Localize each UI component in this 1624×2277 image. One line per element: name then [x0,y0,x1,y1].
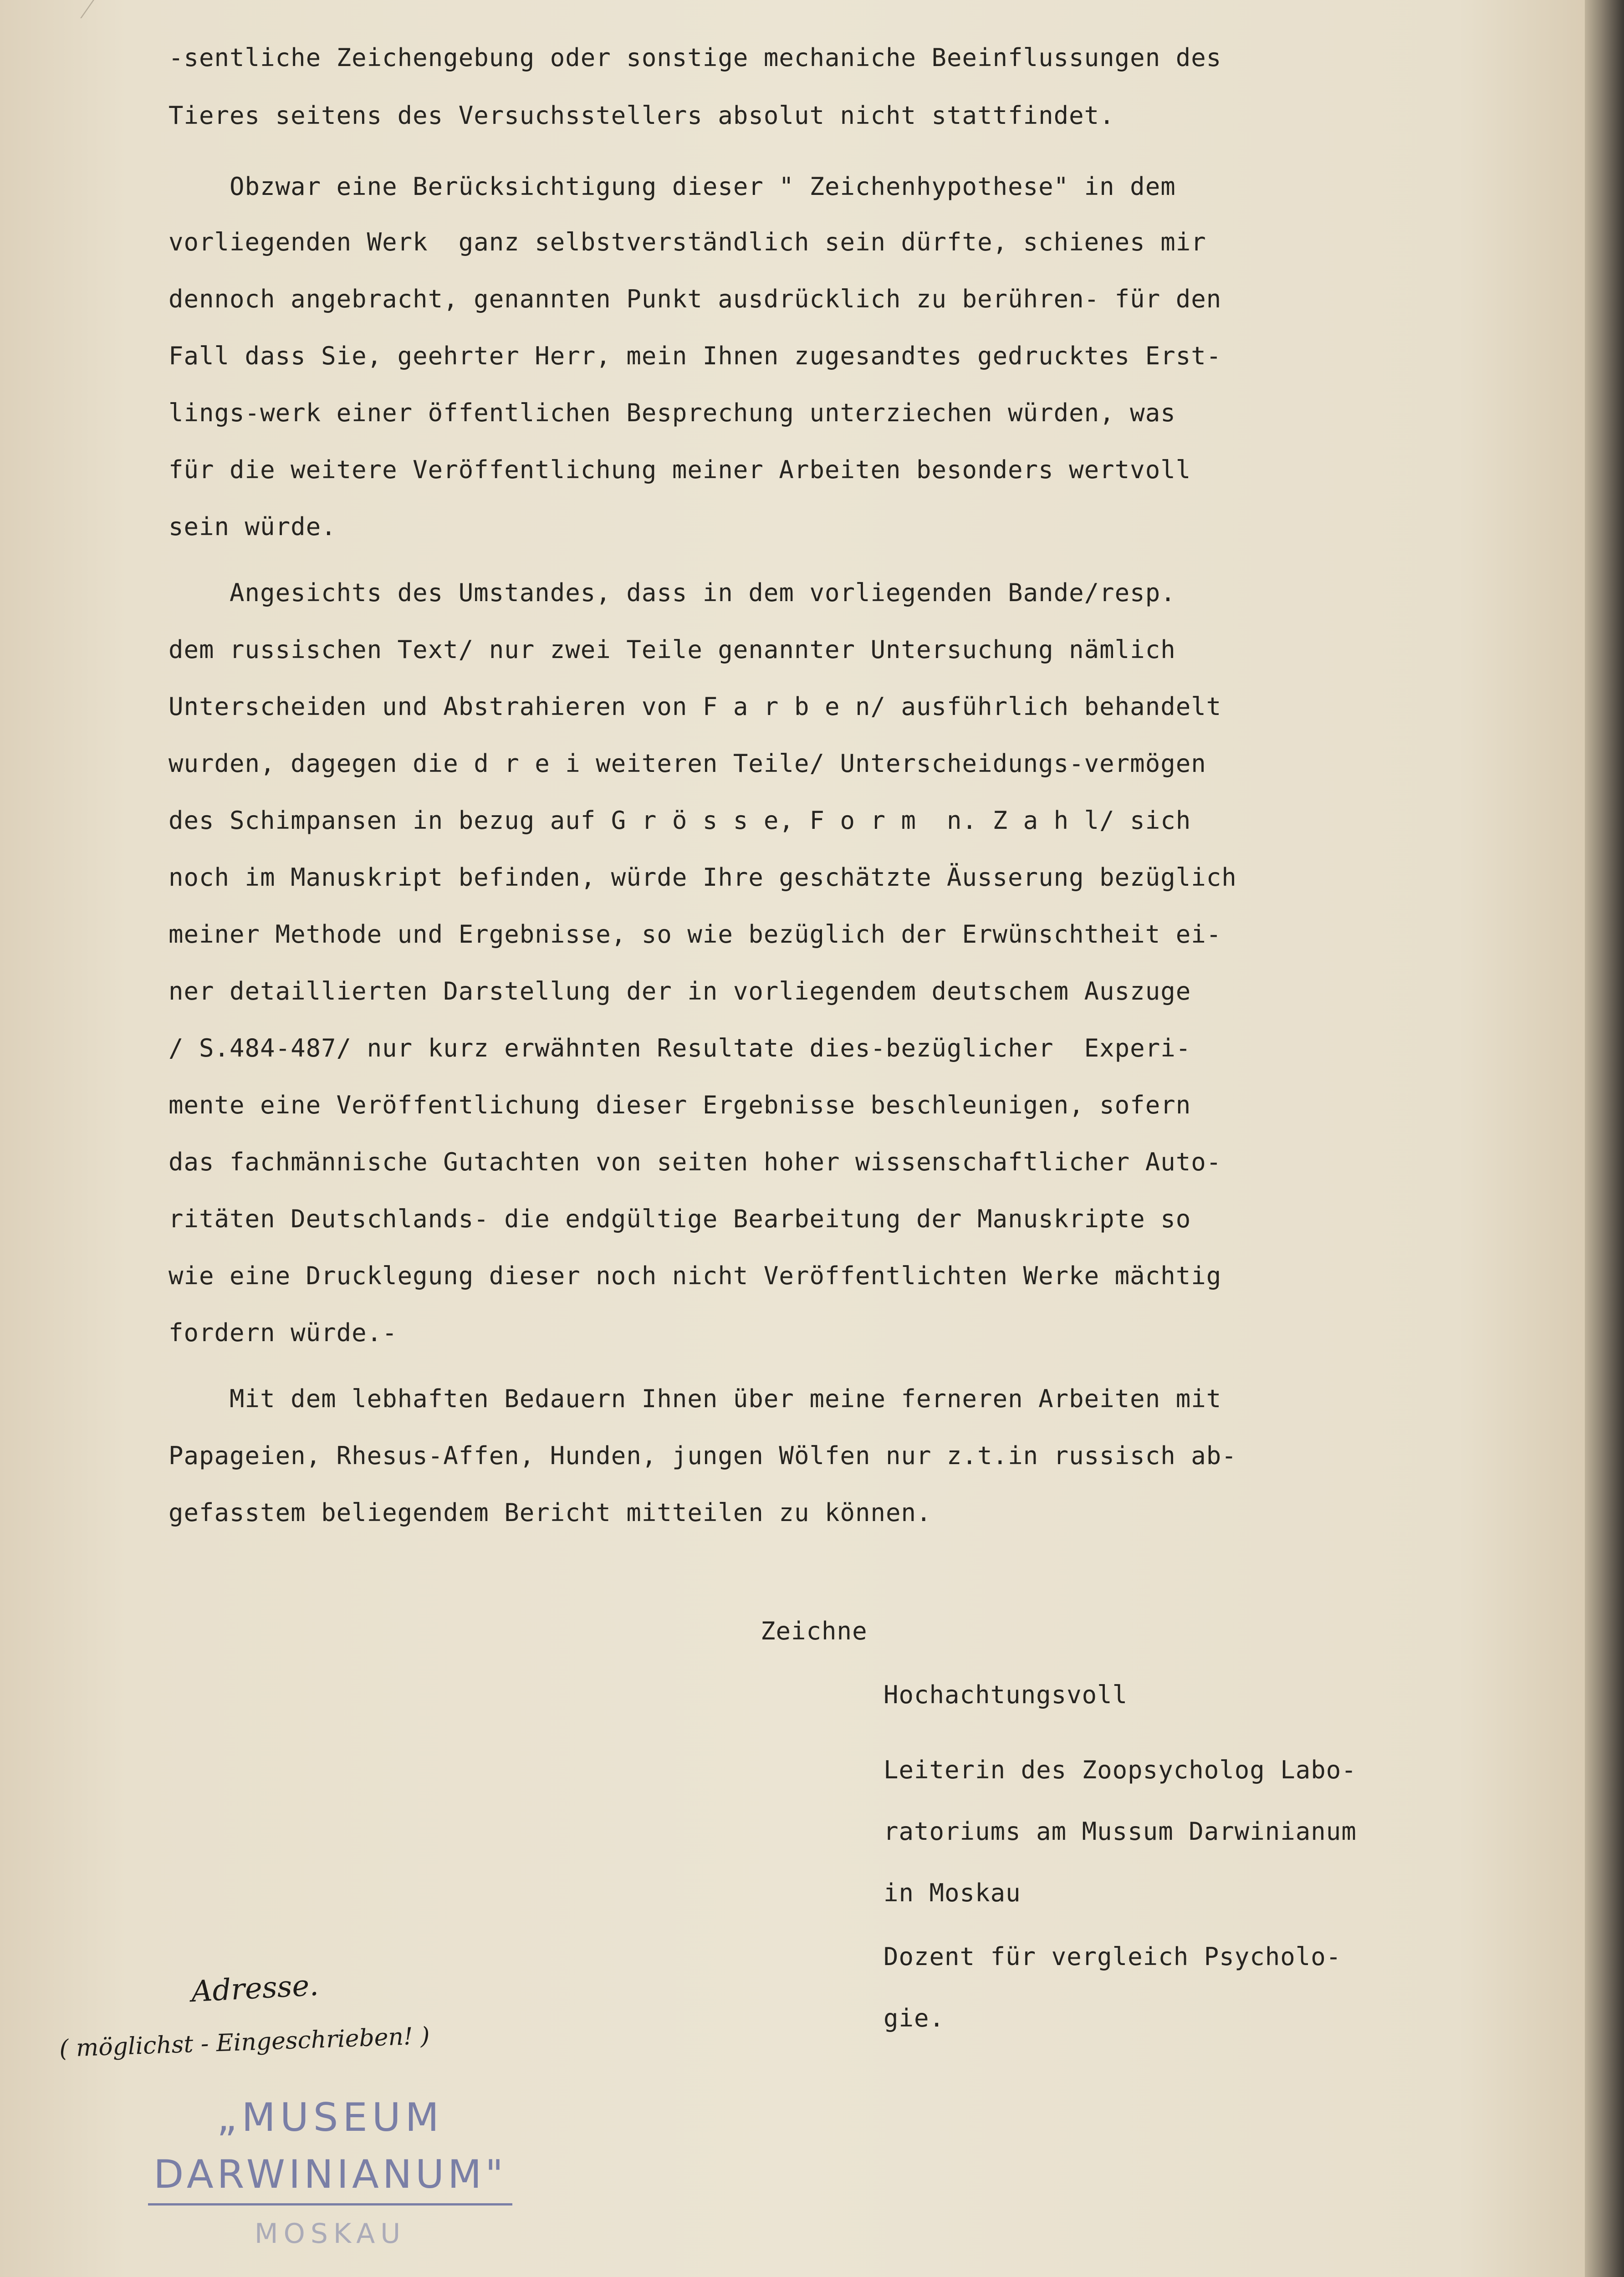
page-edge-shadow [1585,0,1624,2277]
stamp-darwinianum-line: DARWINIANUM" [153,2152,507,2197]
letter-line: Unterscheiden und Abstrahieren von F a r b e n/ ausführlich behandelt [169,692,1222,721]
letter-line: Fall dass Sie, geehrter Herr, mein Ihnen zugesandtes gedrucktes Erst- [169,342,1222,370]
letter-line: fordern würde.- [169,1318,398,1347]
letter-line: vorliegenden Werk ganz selbstverständlich sein dürfte, schienes mir [169,228,1206,256]
handwritten-address-label: Adresse. [190,1968,320,2009]
letter-line: Tieres seitens des Versuchsstellers absolut nicht stattfindet. [169,101,1115,130]
letter-line: für die weitere Veröffentlichung meiner Arbeiten besonders wertvoll [169,455,1191,484]
letter-line: mente eine Veröffentlichung dieser Ergebnisse beschleunigen, sofern [169,1091,1191,1119]
letter-line: des Schimpansen in bezug auf G r ö s s e, F o r m n. Z a h l/ sich [169,806,1191,835]
letter-line: wie eine Drucklegung dieser noch nicht Veröffentlichten Werke mächtig [169,1261,1222,1290]
handwritten-note: ( möglichst - Eingeschrieben! ) [59,2022,430,2063]
letter-line: lings-werk einer öffentlichen Besprechung unterziechen würden, was [169,398,1176,427]
closing-zeichne: Zeichne [761,1617,868,1645]
letter-line: ritäten Deutschlands- die endgültige Bearbeitung der Manuskripte so [169,1205,1191,1233]
letter-line: -sentliche Zeichengebung oder sonstige mechaniche Beeinflussungen des [169,43,1222,72]
letter-closing [761,0,1357,2032]
letter-line: Obzwar eine Berücksichtigung dieser " Zeichenhypothese" in dem [169,172,1176,201]
letter-line: sein würde. [169,512,337,541]
stamp-moskau-line: MOSKAU [254,2218,406,2250]
signature-line: gie. [883,2004,945,2032]
stamp-museum-line: „MUSEUM [217,2095,444,2140]
signature-line: in Moskau [883,1879,1021,1907]
letter-line: Papageien, Rhesus-Affen, Hunden, jungen Wölfen nur z.t.in russisch ab- [169,1441,1237,1470]
letter-line: das fachmännische Gutachten von seiten hoher wissenschaftlicher Auto- [169,1148,1222,1176]
closing-regards: Hochachtungsvoll [883,1680,1128,1709]
letter-line: meiner Methode und Ergebnisse, so wie bezüglich der Erwünschtheit ei- [169,920,1222,949]
letter-line: gefasstem beliegendem Bericht mitteilen zu können. [169,1498,932,1527]
signature-line: Dozent für vergleich Psycholo- [883,1942,1342,1971]
signature-line: Leiterin des Zoopsycholog Labo- [883,1756,1357,1784]
letter-line: / S.484-487/ nur kurz erwähnten Resultate dies-bezüglicher Experi- [169,1034,1191,1062]
signature-line: ratoriums am Mussum Darwinianum [883,1817,1357,1846]
letter-line: Angesichts des Umstandes, dass in dem vorliegenden Bande/resp. [169,578,1176,607]
letter-line: noch im Manuskript befinden, würde Ihre geschätzte Äusserung bezüglich [169,863,1237,892]
letter-line: ner detaillierten Darstellung der in vorliegendem deutschem Auszuge [169,977,1191,1006]
museum-stamp [137,2095,524,2277]
letter-body [169,0,1237,1527]
letter-line: dem russischen Text/ nur zwei Teile genannter Untersuchung nämlich [169,635,1176,664]
letter-line: dennoch angebracht, genannten Punkt ausdrücklich zu berühren- für den [169,285,1222,313]
letter-line: Mit dem lebhaften Bedauern Ihnen über meine ferneren Arbeiten mit [169,1384,1222,1413]
letter-line: wurden, dagegen die d r e i weiteren Teile/ Unterscheidungs-vermögen [169,749,1206,778]
stamp-divider [148,2203,512,2206]
